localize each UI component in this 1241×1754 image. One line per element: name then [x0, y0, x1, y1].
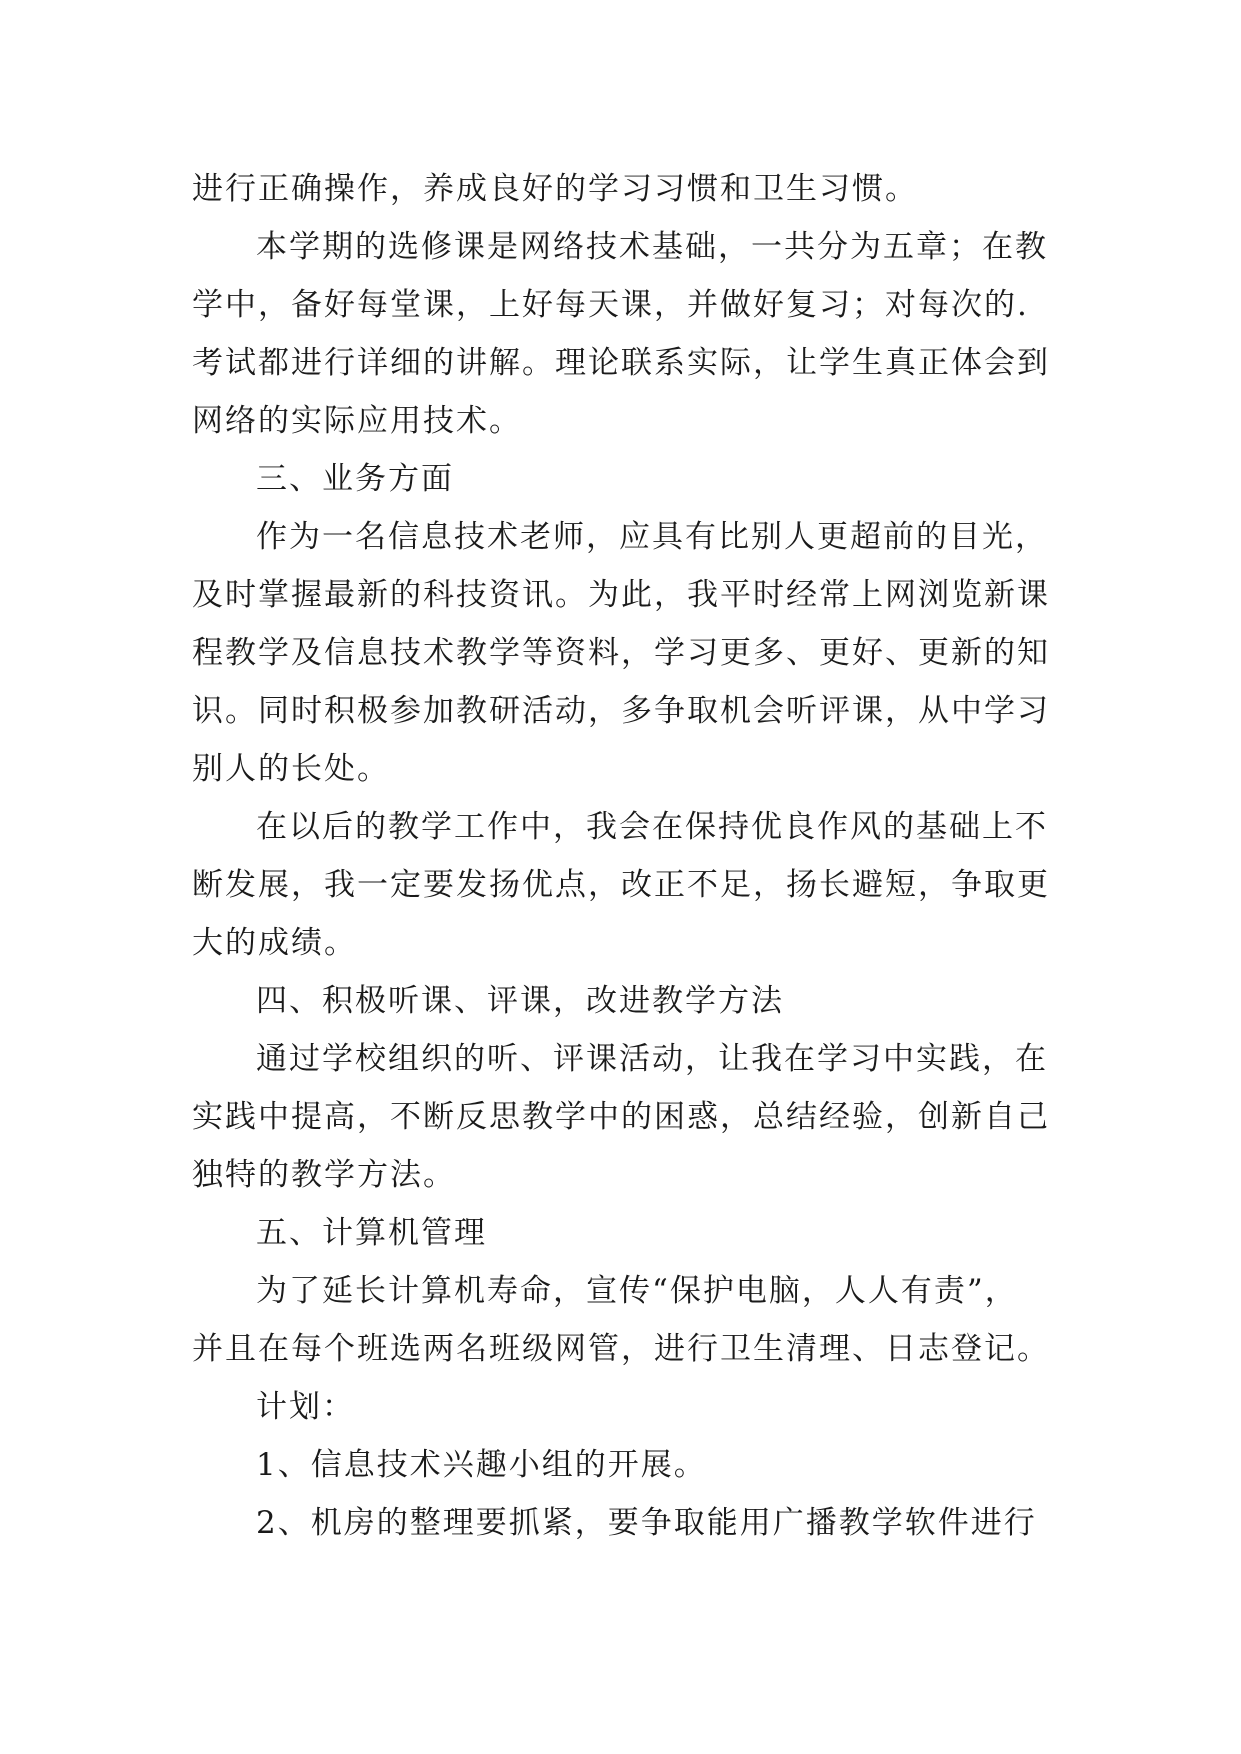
text-line: 本学期的选修课是网络技术基础，一共分为五章；在教 — [256, 229, 1048, 265]
text-line: 断发展，我一定要发扬优点，改正不足，扬长避短，争取更 — [192, 867, 1050, 903]
text-line: 程教学及信息技术教学等资料，学习更多、更好、更新的知 — [192, 635, 1050, 671]
document-body — [192, 160, 1062, 1552]
text-line: 别人的长处。 — [192, 751, 390, 787]
text-line: 网络的实际应用技术。 — [192, 403, 522, 439]
plan-item: 1、信息技术兴趣小组的开展。 — [256, 1447, 707, 1483]
text-line: 通过学校组织的听、评课活动，让我在学习中实践，在 — [256, 1041, 1048, 1077]
text-line: 作为一名信息技术老师，应具有比别人更超前的目光， — [256, 519, 1048, 555]
section-heading: 五、计算机管理 — [256, 1215, 487, 1251]
text-line: 识。同时积极参加教研活动，多争取机会听评课，从中学习 — [192, 693, 1050, 729]
text-line: 为了延长计算机寿命，宣传“保护电脑，人人有责”， — [256, 1273, 1018, 1309]
section-heading: 三、业务方面 — [256, 461, 454, 497]
text-line: 学中，备好每堂课，上好每天课，并做好复习；对每次的. — [192, 287, 1029, 323]
text-line: 并且在每个班选两名班级网管，进行卫生清理、日志登记。 — [192, 1331, 1050, 1367]
text-line: 及时掌握最新的科技资讯。为此，我平时经常上网浏览新课 — [192, 577, 1050, 613]
plan-item: 2、机房的整理要抓紧，要争取能用广播教学软件进行 — [256, 1505, 1037, 1541]
text-line: 考试都进行详细的讲解。理论联系实际，让学生真正体会到 — [192, 345, 1050, 381]
text-line: 在以后的教学工作中，我会在保持优良作风的基础上不 — [256, 809, 1048, 845]
text-line: 独特的教学方法。 — [192, 1157, 456, 1193]
text-line: 进行正确操作，养成良好的学习习惯和卫生习惯。 — [192, 171, 918, 207]
plan-heading: 计划： — [256, 1389, 355, 1425]
text-line: 实践中提高，不断反思教学中的困惑，总结经验，创新自己 — [192, 1099, 1050, 1135]
section-heading: 四、积极听课、评课，改进教学方法 — [256, 983, 784, 1019]
text-line: 大的成绩。 — [192, 925, 357, 961]
